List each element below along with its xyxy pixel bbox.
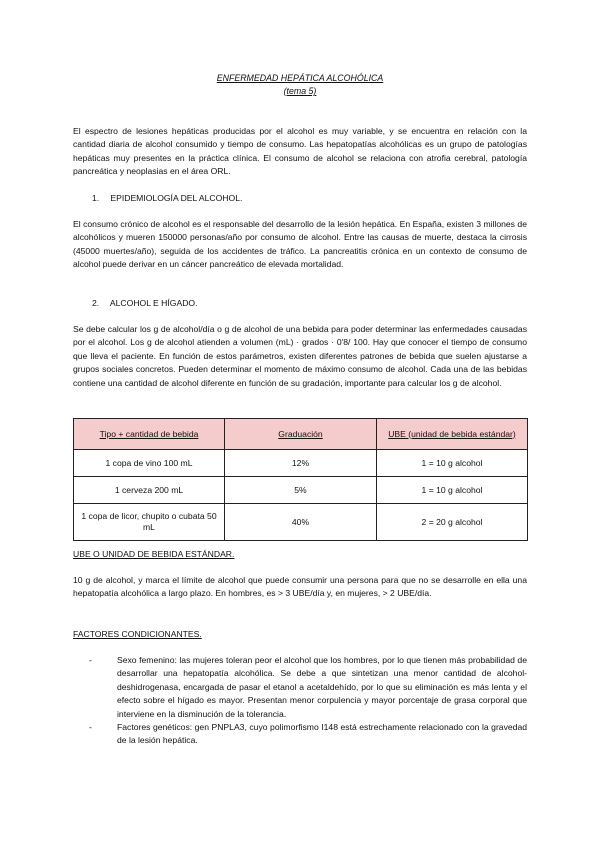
section-title: EPIDEMIOLOGÍA DEL ALCOHOL. (110, 193, 243, 203)
section-number: 2. (92, 298, 100, 308)
table-cell: 2 = 20 g alcohol (377, 504, 528, 541)
table-header-row (74, 419, 528, 450)
section-number: 1. (92, 193, 100, 203)
table-cell: 1 = 10 g alcohol (377, 450, 528, 477)
table-cell: 5% (225, 477, 377, 504)
intro-paragraph: El espectro de lesiones hepáticas producidas por el alcohol es muy variable, y se encuentra en relación con la cantidad diaria de alcohol consumido y tiempo de consumo. Las hepatopatías alcohólicas es un grupo de patologías hepáticas muy presentes en la práctica clínica. El consumo de alcohol se relaciona con atrofia cerebral, patología pancreática y neoplasias en el área ORL. (73, 126, 527, 177)
table-cell: 40% (225, 504, 377, 541)
table-cell: 1 cerveza 200 mL (74, 477, 225, 504)
drinks-table (73, 418, 528, 541)
bullet-dash: - (89, 722, 92, 733)
list-item (73, 721, 527, 748)
factores-list (73, 654, 527, 748)
table-header-cell: UBE (unidad de bebida estándar) (377, 419, 528, 450)
table-header-cell: Graduación (225, 419, 377, 450)
list-item-text: Sexo femenino: las mujeres toleran peor el alcohol que los hombres, por lo que tienen más probabilidad de desarrollar una hepatopatía alcohólica. Se debe a que sintetizan una menor cantidad de alcohol-deshidrogenasa, encargada de pasar el etanol a acetaldehído, por lo que su eliminación es más lenta y el efecto sobre el hígado es mayor. Presentan menor corpulencia y mayor porcentaje de grasa corporal que interviene en la disminución de la tolerancia. (117, 655, 527, 719)
bullet-dash: - (89, 655, 92, 665)
table-cell: 1 copa de vino 100 mL (74, 450, 225, 477)
epidemiologia-paragraph: El consumo crónico de alcohol es el responsable del desarrollo de la lesión hepática. En España, existen 3 millones de alcohólicos y mueren 150000 personas/año por consumo de alcohol. Entre las causas de muerte, destaca la cirrosis (45000 muertes/año), seguida de los accidentes de tráfico. La pancreatitis crónica en un contexto de consumo de alcohol puede derivar en un cáncer pancreático de elevada mortalidad. (73, 219, 527, 270)
ube-paragraph: 10 g de alcohol, y marca el límite de alcohol que puede consumir una persona para que no se desarrolle en ella una hepatopatía alcohólica a largo plazo. En hombres, es > 3 UBE/día y, en mujeres, > 2 UBE/día. (73, 575, 527, 599)
alcohol-higado-paragraph: Se debe calcular los g de alcohol/día o g de alcohol de una bebida para poder determinar las enfermedades causadas por el alcohol. Los g de alcohol atienden a volumen (mL) · grados · 0'8/ 100. Hay que conocer el tiempo de consumo que lleva el paciente. En función de estos parámetros, existen diferentes patrones de bebida que suelen ajustarse a grupos sociales concretos. Pueden determinar el momento de máximo consumo de alcohol. Cada una de las bebidas contiene una cantidad de alcohol diferente en función de su gradación, importante para calcular los g de alcohol. (73, 324, 527, 388)
factores-heading: FACTORES CONDICIONANTES. (73, 629, 202, 639)
table-cell: 1 = 10 g alcohol (377, 477, 528, 504)
document-title: ENFERMEDAD HEPÁTICA ALCOHÓLICA (216, 73, 384, 83)
document-subtitle: (tema 5) (283, 86, 317, 96)
list-item (73, 654, 527, 721)
ube-heading: UBE O UNIDAD DE BEBIDA ESTÁNDAR. (73, 549, 235, 559)
list-item-text: Factores genéticos: gen PNPLA3, cuyo polimorfismo I148 está estrechamente relacionado con la gravedad de la lesión hepática. (117, 722, 527, 746)
section-title: ALCOHOL E HÍGADO. (109, 298, 198, 308)
title-block (0, 72, 600, 98)
section-heading-epidemiologia (92, 192, 242, 205)
table-row (74, 504, 528, 541)
table-row (74, 477, 528, 504)
table-header-cell: Tipo + cantidad de bebida (74, 419, 225, 450)
section-heading-alcohol-higado (92, 297, 197, 310)
table-cell: 1 copa de licor, chupito o cubata 50 mL (74, 504, 225, 541)
table-row (74, 450, 528, 477)
table-cell: 12% (225, 450, 377, 477)
